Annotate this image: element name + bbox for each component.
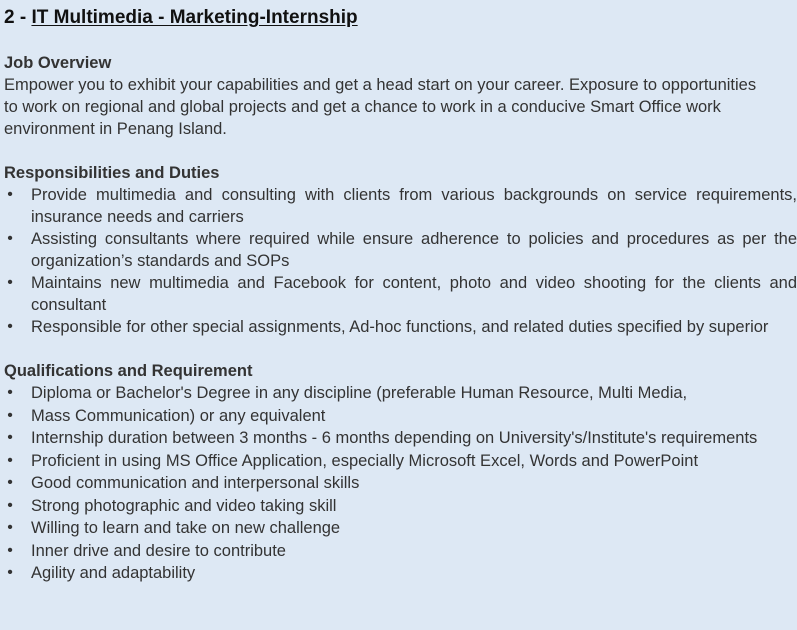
list-item-text: Diploma or Bachelor's Degree in any discipline (preferable Human Resource, Multi Media, [31, 384, 688, 402]
bullet-icon: • [7, 384, 13, 401]
list-item-text: Mass Communication) or any equivalent [31, 406, 326, 425]
list-item [4, 316, 797, 338]
responsibilities-list [4, 184, 797, 338]
bullet-icon: • [7, 496, 13, 514]
list-item-text: Proficient in using MS Office Application, especially Microsoft Excel, Words and PowerPoint [31, 451, 699, 470]
list-item [4, 495, 797, 517]
job-title-heading [4, 6, 797, 30]
job-overview-text: Empower you to exhibit your capabilities and get a head start on your career. Exposure to opportunities to work on regional and global projects and get a chance to work in a conducive Smart Office work environment in Penang Island. [4, 76, 757, 138]
qualifications-list [4, 382, 797, 584]
list-item [4, 450, 797, 472]
list-item-text: Assisting consultants where required while ensure adherence to policies and procedures as per the organization’s standards and SOPs [31, 230, 797, 270]
list-item [4, 427, 797, 449]
list-item-text: Maintains new multimedia and Facebook for content, photo and video shooting for the clients and consultant [31, 274, 797, 314]
list-item [4, 517, 797, 539]
bullet-icon: • [7, 230, 13, 247]
bullet-icon: • [7, 406, 13, 424]
bullet-icon: • [7, 429, 13, 446]
list-item-text: Responsible for other special assignments, Ad-hoc functions, and related duties specified by superior [31, 318, 769, 336]
list-item-text: Inner drive and desire to contribute [31, 541, 286, 560]
bullet-icon: • [7, 541, 13, 559]
list-item-text: Good communication and interpersonal skills [31, 474, 360, 492]
list-item [4, 184, 797, 228]
job-number: 2 - [4, 7, 32, 28]
bullet-icon: • [7, 186, 13, 203]
responsibilities-heading: Responsibilities and Duties [4, 164, 220, 182]
job-overview-heading: Job Overview [4, 54, 112, 72]
list-item-text: Willing to learn and take on new challenge [31, 519, 341, 537]
list-item [4, 540, 797, 562]
bullet-icon: • [7, 274, 13, 291]
bullet-icon: • [7, 318, 13, 335]
bullet-icon: • [7, 519, 13, 536]
list-item [4, 228, 797, 272]
bullet-icon: • [7, 451, 13, 469]
list-item-text: Agility and adaptability [31, 564, 196, 582]
qualifications-heading: Qualifications and Requirement [4, 362, 253, 380]
list-item [4, 472, 797, 494]
list-item [4, 272, 797, 316]
list-item [4, 382, 797, 404]
job-title-link[interactable]: IT Multimedia - Marketing-Internship [31, 7, 358, 28]
list-item-text: Strong photographic and video taking skill [31, 496, 337, 515]
bullet-icon: • [7, 564, 13, 581]
list-item-text: Provide multimedia and consulting with clients from various backgrounds on service requirements, insurance needs and carriers [31, 186, 797, 226]
bullet-icon: • [7, 474, 13, 491]
list-item [4, 562, 797, 584]
list-item-text: Internship duration between 3 months - 6 months depending on University's/Institute's requirements [31, 429, 758, 447]
list-item [4, 405, 797, 427]
